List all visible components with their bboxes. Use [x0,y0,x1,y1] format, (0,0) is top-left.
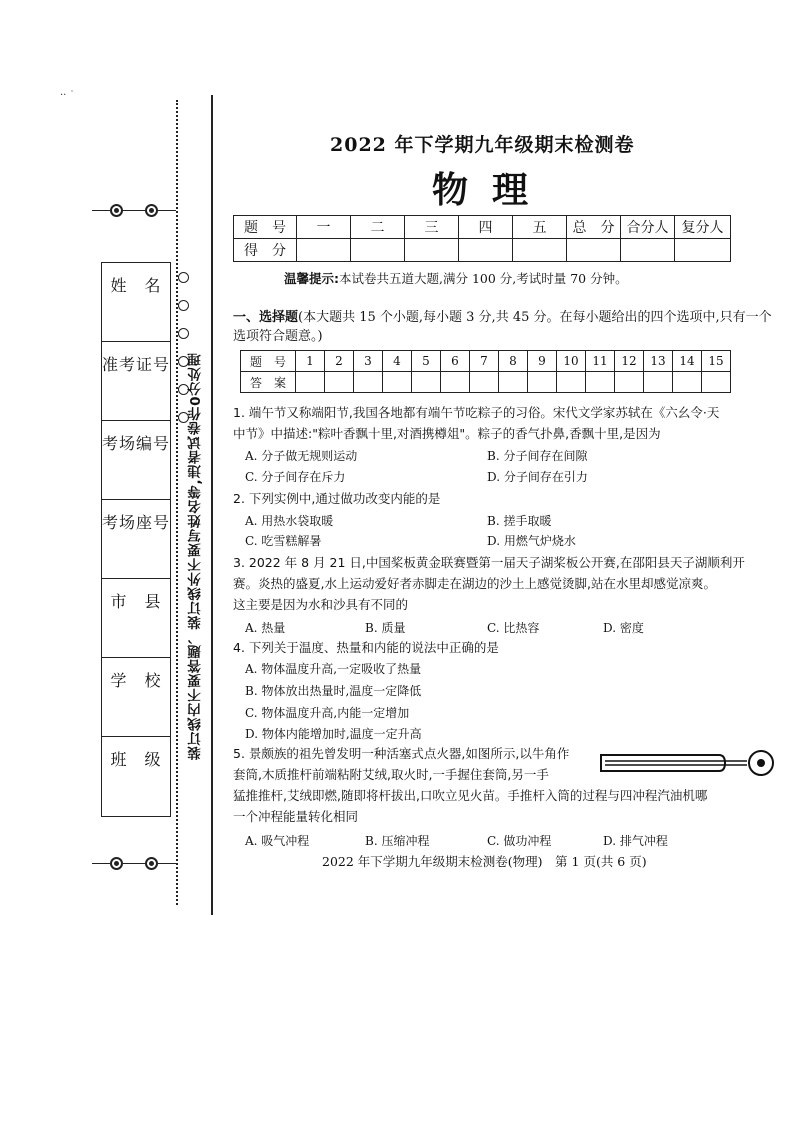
question-line: 2. 下列实例中,通过做功改变内能的是 [233,491,441,506]
question-number: 4 [383,351,412,372]
question-4-stem [233,637,778,658]
question-line: 4. 下列关于温度、热量和内能的说法中正确的是 [233,640,499,655]
question-number: 1 [296,351,325,372]
score-header-cell: 题 号 [234,216,297,239]
binding-ornament-top [92,203,176,218]
answer-cell[interactable] [702,372,731,393]
student-info-table [101,262,171,817]
question-line: 中节》中描述:"粽叶香飘十里,对酒携樽俎"。粽子的香气扑鼻,香飘十里,是因为 [233,426,661,441]
question-3-stem [233,552,778,615]
hint-text: 本试卷共五道大题,满分 100 分,考试时量 70 分钟。 [339,271,628,286]
answer-cell[interactable] [586,372,615,393]
question-2-stem [233,488,778,509]
fire-piston-figure [597,745,779,781]
question-number: 11 [586,351,615,372]
answer-cell[interactable] [673,372,702,393]
exam-id-field[interactable]: 准考证号 [102,342,170,421]
score-cell[interactable] [621,239,675,262]
score-header-cell: 合分人 [621,216,675,239]
score-table [233,215,731,262]
question-3-option-c[interactable]: C. 比热容 [487,621,540,635]
question-2-option-c[interactable]: C. 吃雪糕解暑 [245,534,322,548]
score-cell[interactable] [297,239,351,262]
school-field[interactable]: 学 校 [102,658,170,737]
answer-cell[interactable] [615,372,644,393]
score-header-cell: 总 分 [567,216,621,239]
question-5-option-c[interactable]: C. 做功冲程 [487,834,552,848]
binding-warning: 装订线内不要答题、装订线外不要写姓名等,违者试卷作0分处理 [188,351,204,760]
room-number-field[interactable]: 考场编号 [102,421,170,500]
question-number: 14 [673,351,702,372]
question-4-option-b[interactable]: B. 物体放出热量时,温度一定降低 [245,684,422,698]
score-header-cell: 三 [405,216,459,239]
score-header-cell: 复分人 [675,216,731,239]
section-1-title: 一、选择题 [233,310,299,325]
question-line: 赛。炎热的盛夏,水上运动爱好者赤脚走在湖边的沙土上感觉烫脚,站在水里却感觉凉爽。 [233,576,716,591]
class-field[interactable]: 班 级 [110,750,162,769]
answer-table [240,350,731,393]
question-1-stem [233,402,778,444]
question-line: 猛推推杆,艾绒即燃,随即将杆拔出,口吹立见火苗。手推杆入筒的过程与四冲程汽油机哪 [233,788,708,803]
answer-cell[interactable] [383,372,412,393]
binding-dotted-line [176,100,178,905]
hint-label: 温馨提示: [284,271,339,286]
city-county-field[interactable]: 市 县 [102,579,170,658]
question-4-option-d[interactable]: D. 物体内能增加时,温度一定升高 [245,727,422,741]
question-line: 套筒,木质推杆前端粘附艾绒,取火时,一手握住套筒,另一手 [233,767,549,782]
question-2-option-a[interactable]: A. 用热水袋取暖 [245,514,334,528]
page-footer: 2022 年下学期九年级期末检测卷(物理) 第 1 页(共 6 页) [322,854,647,869]
question-line: 5. 景颇族的祖先曾发明一种活塞式点火器,如图所示,以牛角作 [233,746,570,761]
page-title: 2022 年下学期九年级期末检测卷 [330,134,635,156]
question-5-option-a[interactable]: A. 吸气冲程 [245,834,310,848]
score-cell[interactable] [567,239,621,262]
score-header-cell: 五 [513,216,567,239]
question-3-option-a[interactable]: A. 热量 [245,621,286,635]
answer-number-row [241,351,731,372]
answer-cell[interactable] [354,372,383,393]
question-5-option-b[interactable]: B. 压缩冲程 [365,834,430,848]
question-number: 9 [528,351,557,372]
score-cell[interactable] [513,239,567,262]
answer-cell[interactable] [528,372,557,393]
section-1-heading [233,308,773,346]
score-header-cell: 二 [351,216,405,239]
score-table-score-row [234,239,731,262]
answer-row-label: 答 案 [241,372,296,393]
section-1-desc: (本大题共 15 个小题,每小题 3 分,共 45 分。在每小题给出的四个选项中,只有一个选项符合题意。) [233,310,772,344]
question-5-option-d[interactable]: D. 排气冲程 [603,834,668,848]
answer-fill-row [241,372,731,393]
question-number: 13 [644,351,673,372]
seat-number-field[interactable]: 考场座号 [102,500,170,579]
question-1-option-b[interactable]: B. 分子间存在间隙 [487,449,588,463]
score-cell[interactable] [675,239,731,262]
question-4-option-c[interactable]: C. 物体温度升高,内能一定增加 [245,706,410,720]
score-table-header-row [234,216,731,239]
question-4-option-a[interactable]: A. 物体温度升高,一定吸收了热量 [245,662,422,676]
question-line: 一个冲程能量转化相同 [233,809,359,824]
answer-cell[interactable] [557,372,586,393]
question-2-option-d[interactable]: D. 用燃气炉烧水 [487,534,576,548]
question-number: 7 [470,351,499,372]
score-header-cell: 一 [297,216,351,239]
answer-cell[interactable] [412,372,441,393]
scan-specks: ·‧ ˙ [60,90,75,101]
question-number: 3 [354,351,383,372]
answer-cell[interactable] [325,372,354,393]
answer-cell[interactable] [470,372,499,393]
question-number: 10 [557,351,586,372]
question-number: 15 [702,351,731,372]
question-1-option-a[interactable]: A. 分子做无规则运动 [245,449,358,463]
subject-title: 物理 [432,169,553,211]
score-row-label: 得 分 [234,239,297,262]
question-1-option-c[interactable]: C. 分子间存在斥力 [245,470,346,484]
question-3-option-d[interactable]: D. 密度 [603,621,644,635]
question-3-option-b[interactable]: B. 质量 [365,621,406,635]
question-line: 3. 2022 年 8 月 21 日,中国桨板黄金联赛暨第一届天子湖桨板公开赛,在邵阳县天子湖顺利开 [233,555,745,570]
score-header-cell: 四 [459,216,513,239]
answer-row-label: 题 号 [241,351,296,372]
question-1-option-d[interactable]: D. 分子间存在引力 [487,470,588,484]
answer-cell[interactable] [441,372,470,393]
answer-cell[interactable] [296,372,325,393]
question-number: 6 [441,351,470,372]
binding-ornament-bottom [92,856,176,871]
question-2-option-b[interactable]: B. 搓手取暖 [487,514,552,528]
question-line: 这主要是因为水和沙具有不同的 [233,597,409,612]
question-number: 8 [499,351,528,372]
score-cell[interactable] [405,239,459,262]
answer-cell[interactable] [499,372,528,393]
question-number: 5 [412,351,441,372]
question-line: 1. 端午节又称端阳节,我国各地都有端午节吃粽子的习俗。宋代文学家苏轼在《六幺令·天 [233,405,720,420]
exam-hint [284,269,628,287]
answer-cell[interactable] [644,372,673,393]
question-number: 12 [615,351,644,372]
score-cell[interactable] [351,239,405,262]
question-number: 2 [325,351,354,372]
name-field[interactable]: 姓 名 [102,263,170,342]
score-cell[interactable] [459,239,513,262]
